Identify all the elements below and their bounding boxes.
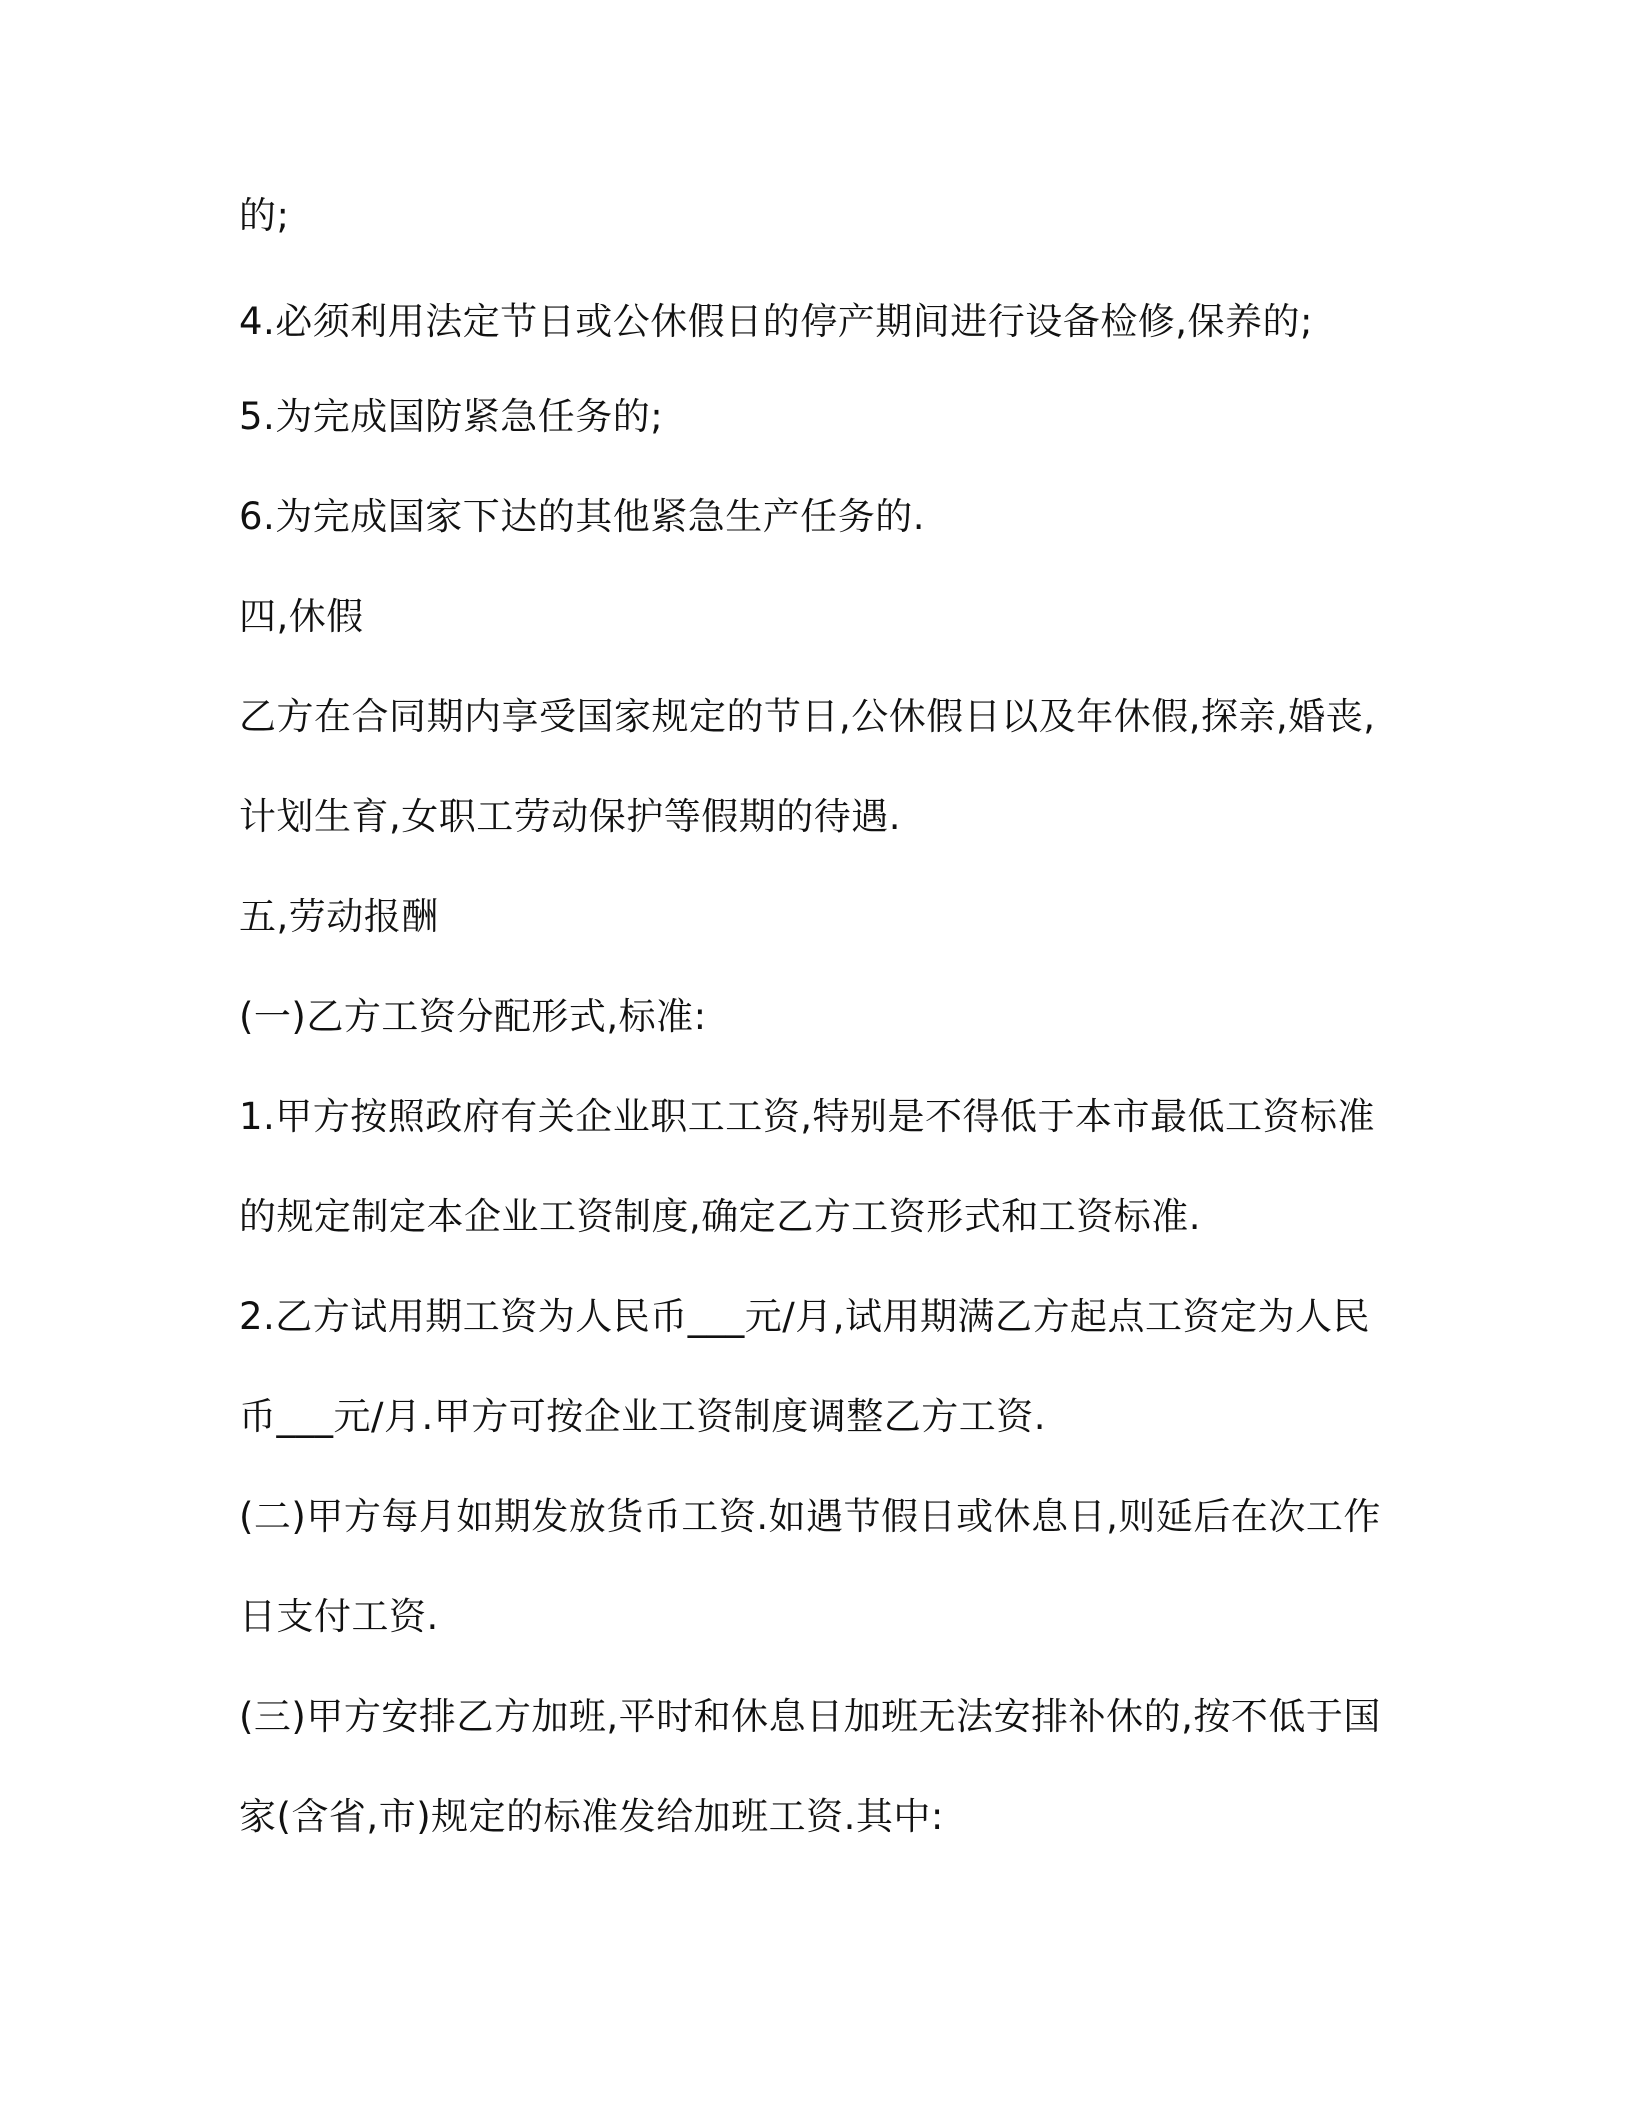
text-line: 6.为完成国家下达的其他紧急生产任务的. xyxy=(239,495,926,538)
text-line: 币___元/月.甲方可按企业工资制度调整乙方工资. xyxy=(239,1395,1046,1438)
text-line: 的规定制定本企业工资制度,确定乙方工资形式和工资标准. xyxy=(239,1195,1202,1238)
text-line: 家(含省,市)规定的标准发给加班工资.其中: xyxy=(239,1795,944,1838)
text-line: 计划生育,女职工劳动保护等假期的待遇. xyxy=(239,795,902,838)
text-line: (一)乙方工资分配形式,标准: xyxy=(239,995,707,1038)
text-line: 的; xyxy=(239,194,290,237)
section-heading: 四,休假 xyxy=(239,595,364,638)
text-line: 乙方在合同期内享受国家规定的节日,公休假日以及年休假,探亲,婚丧, xyxy=(239,695,1376,738)
text-line: 1.甲方按照政府有关企业职工工资,特别是不得低于本市最低工资标准 xyxy=(239,1095,1376,1138)
section-heading: 五,劳动报酬 xyxy=(239,895,439,938)
text-line: 2.乙方试用期工资为人民币___元/月,试用期满乙方起点工资定为人民 xyxy=(239,1295,1371,1338)
text-line: (二)甲方每月如期发放货币工资.如遇节假日或休息日,则延后在次工作 xyxy=(239,1495,1381,1538)
text-line: 4.必须利用法定节日或公休假日的停产期间进行设备检修,保养的; xyxy=(239,300,1314,343)
text-line: 5.为完成国防紧急任务的; xyxy=(239,395,664,438)
text-line: (三)甲方安排乙方加班,平时和休息日加班无法安排补休的,按不低于国 xyxy=(239,1695,1381,1738)
text-line: 日支付工资. xyxy=(239,1595,439,1638)
